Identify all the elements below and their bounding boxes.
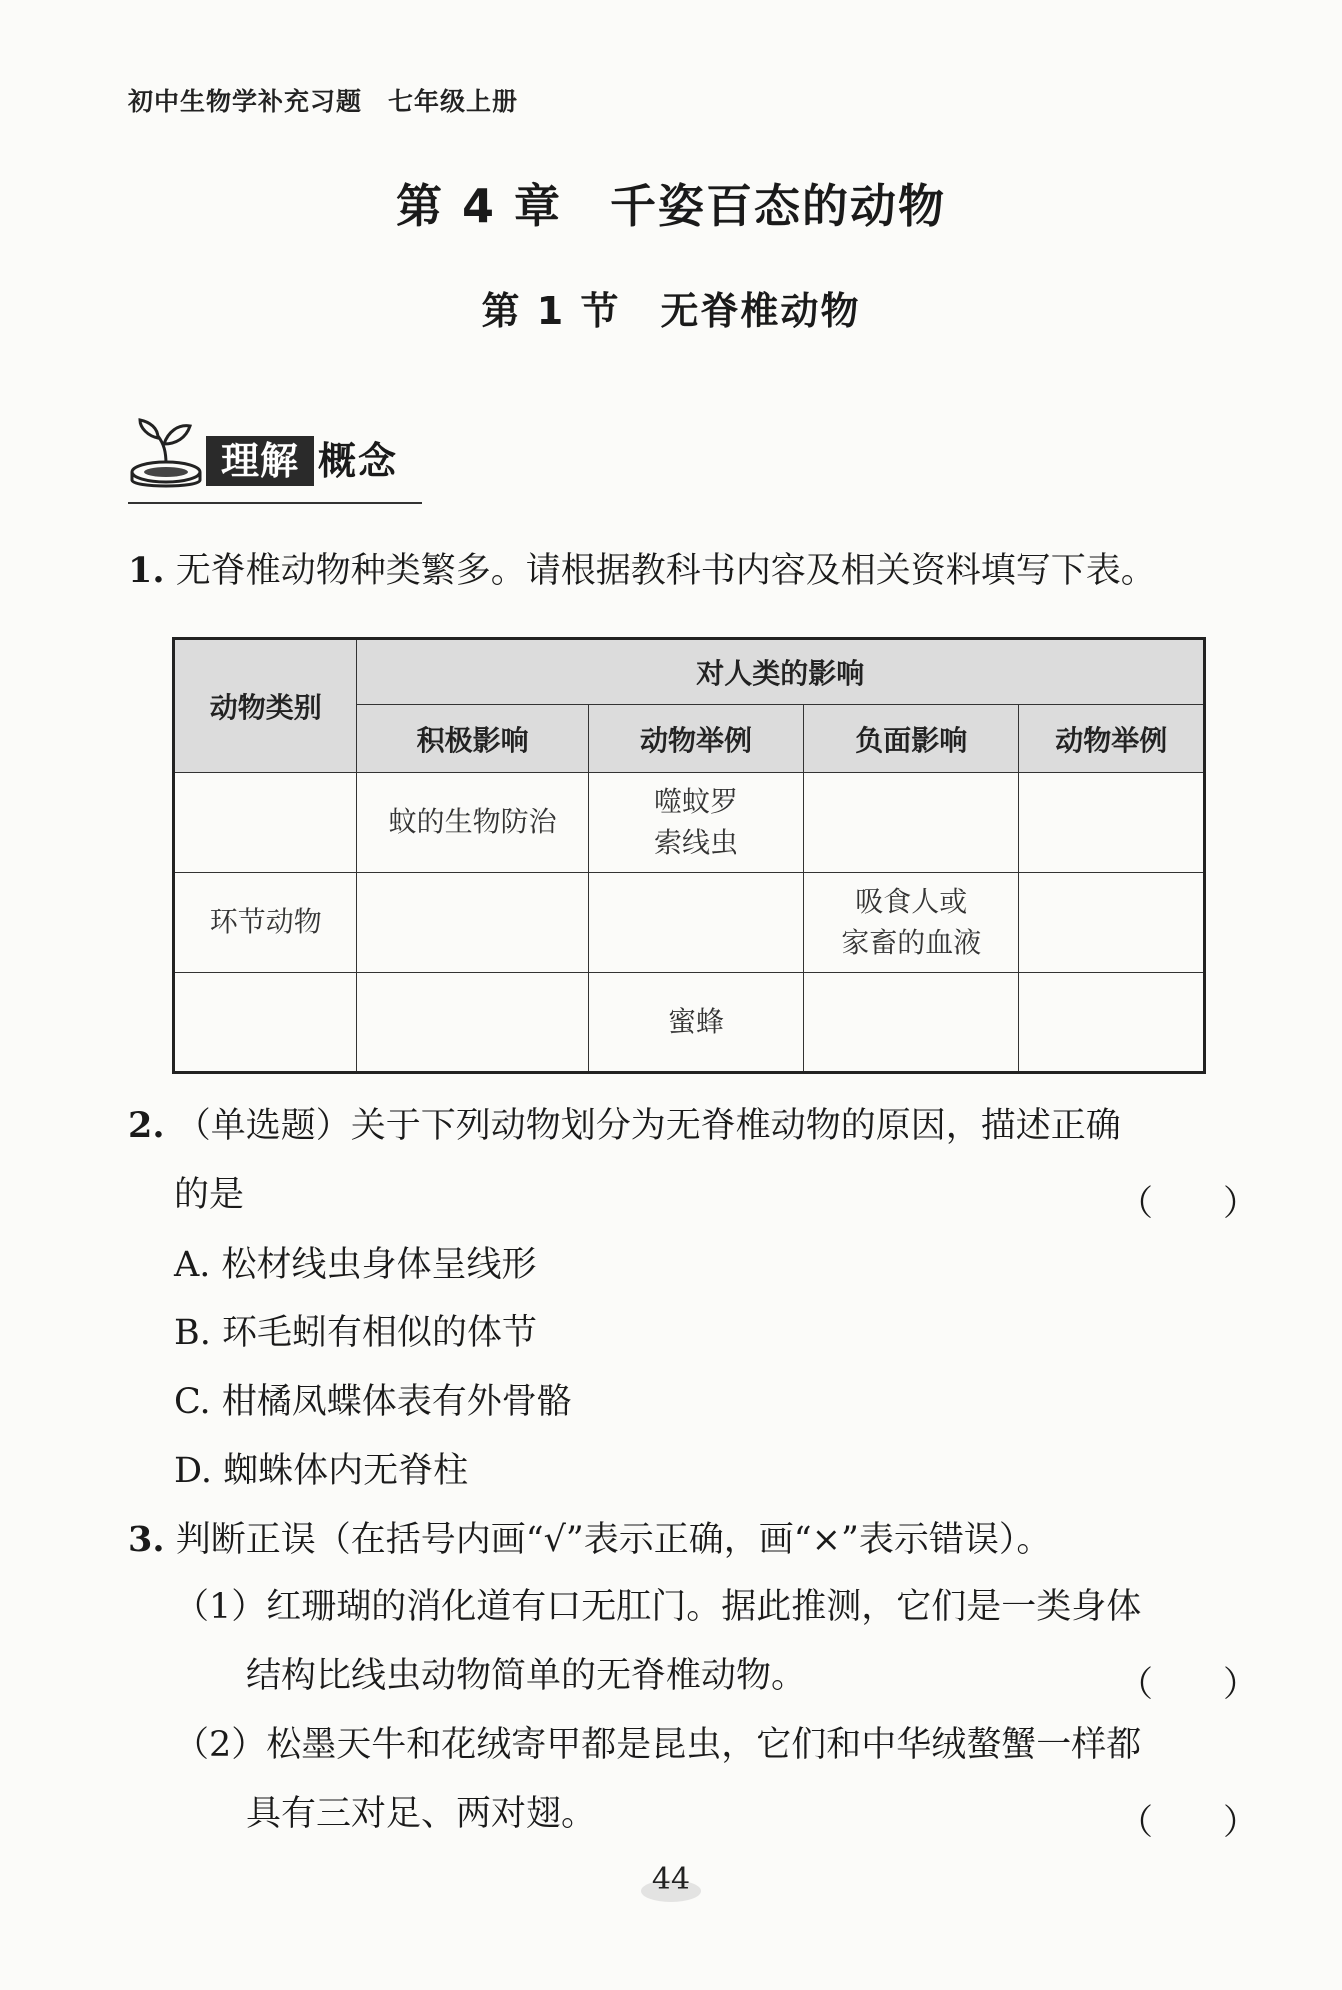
table-row [174, 773, 1205, 873]
judgment-item-2-line2: 具有三对足、两对翅。 [246, 1794, 597, 1834]
question-3 [128, 1519, 1052, 1560]
table-cell[interactable] [357, 973, 588, 1073]
question-text: 判断正误（在括号内画“√”表示正确，画“×”表示错误）。 [175, 1520, 1052, 1560]
table-cell[interactable] [804, 973, 1019, 1073]
option-d[interactable]: D. 蜘蛛体内无脊柱 [174, 1451, 469, 1491]
header-impact: 对人类的影响 [357, 639, 1205, 705]
option-a[interactable]: A. 松材线虫身体呈线形 [174, 1245, 537, 1285]
table-cell[interactable] [804, 773, 1019, 873]
question-2-line2: 的是 [174, 1175, 245, 1215]
table-cell[interactable] [1019, 973, 1205, 1073]
concept-header [128, 418, 422, 504]
table-cell[interactable] [588, 873, 803, 973]
table-cell[interactable] [357, 873, 588, 973]
fill-in-table [172, 637, 1206, 1074]
book-header: 初中生物学补充习题 七年级上册 [128, 87, 519, 116]
question-number: 3. [128, 1519, 165, 1560]
option-c[interactable]: C. 柑橘凤蝶体表有外骨骼 [174, 1382, 572, 1422]
question-text: （单选题）关于下列动物划分为无脊椎动物的原因，描述正确 [175, 1106, 1121, 1146]
header-example: 动物举例 [1019, 705, 1205, 773]
table-cell[interactable] [1019, 873, 1205, 973]
section-title: 第 1 节 无脊椎动物 [481, 289, 861, 333]
concept-label-box: 理解 [206, 436, 314, 486]
answer-parentheses[interactable]: （ ） [1118, 1665, 1259, 1705]
judgment-item-1-line2: 结构比线虫动物简单的无脊椎动物。 [246, 1656, 807, 1696]
header-animal-category: 动物类别 [174, 639, 357, 773]
question-1 [128, 550, 1156, 591]
header-positive: 积极影响 [357, 705, 588, 773]
question-number: 2. [128, 1105, 165, 1146]
sprout-dish-icon [128, 418, 204, 498]
table-cell: 噬蚊罗 索线虫 [588, 773, 803, 873]
concept-label-rest: 概念 [318, 439, 399, 483]
header-example: 动物举例 [588, 705, 803, 773]
option-b[interactable]: B. 环毛蚓有相似的体节 [174, 1313, 537, 1353]
question-2 [128, 1105, 1121, 1146]
judgment-item-2: （2）松墨天牛和花绒寄甲都是昆虫，它们和中华绒螯蟹一样都 [174, 1725, 1142, 1765]
table-cell[interactable] [174, 973, 357, 1073]
question-text: 无脊椎动物种类繁多。请根据教科书内容及相关资料填写下表。 [175, 551, 1156, 591]
table-cell[interactable] [174, 773, 357, 873]
table-cell: 蜜蜂 [588, 973, 803, 1073]
table-row [174, 873, 1205, 973]
chapter-title: 第 4 章 千姿百态的动物 [395, 179, 947, 233]
table-row [174, 973, 1205, 1073]
question-number: 1. [128, 550, 165, 591]
judgment-item-1: （1）红珊瑚的消化道有口无肛门。据此推测，它们是一类身体 [174, 1587, 1142, 1627]
table-cell: 蚊的生物防治 [357, 773, 588, 873]
answer-parentheses[interactable]: （ ） [1118, 1184, 1259, 1224]
table-cell: 环节动物 [174, 873, 357, 973]
table-cell[interactable] [1019, 773, 1205, 873]
table-cell: 吸食人或 家畜的血液 [804, 873, 1019, 973]
page-number: 44 [651, 1862, 691, 1897]
header-negative: 负面影响 [804, 705, 1019, 773]
answer-parentheses[interactable]: （ ） [1118, 1803, 1259, 1843]
